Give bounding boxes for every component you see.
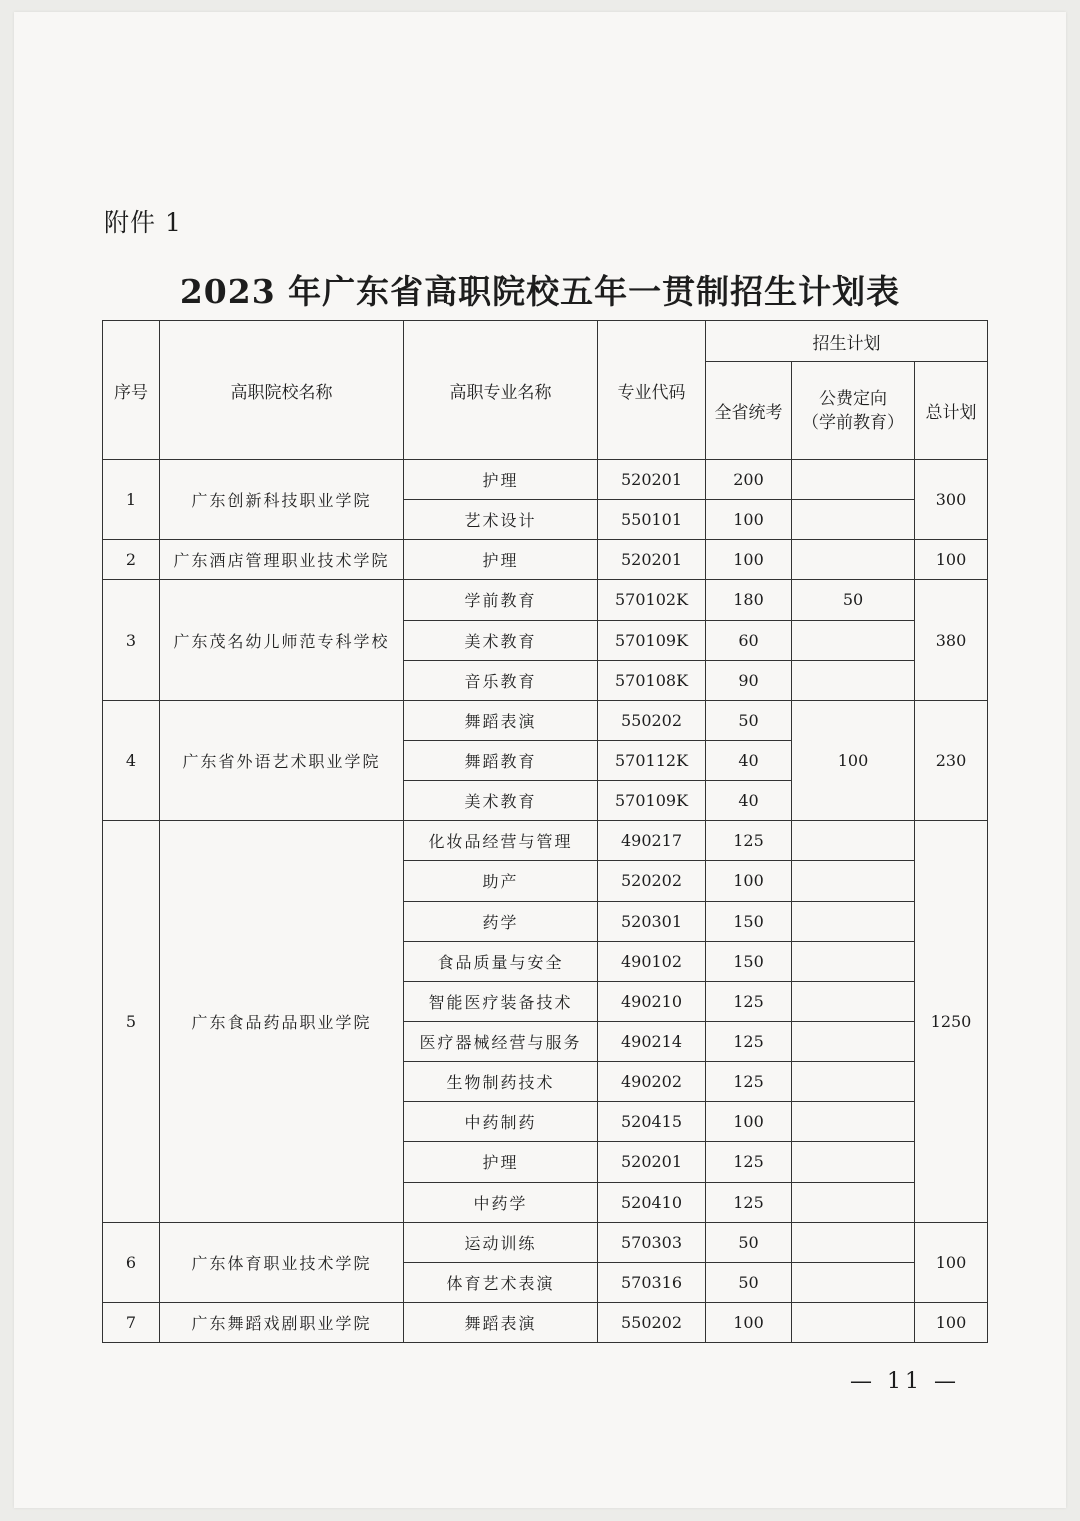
- total-quota: 100: [915, 540, 988, 580]
- attachment-label: 附件 1: [104, 208, 182, 237]
- total-quota: 230: [915, 700, 988, 820]
- major-name: 中药学: [404, 1182, 598, 1222]
- exam-quota: 100: [706, 1102, 792, 1142]
- major-code: 490102: [598, 941, 706, 981]
- table-row: [103, 540, 988, 580]
- major-code: 570102K: [598, 580, 706, 620]
- school-seq: 7: [103, 1302, 160, 1342]
- exam-quota: 100: [706, 1302, 792, 1342]
- public-quota: [792, 1302, 915, 1342]
- major-code: 570109K: [598, 781, 706, 821]
- total-quota: 100: [915, 1222, 988, 1302]
- major-code: 520415: [598, 1102, 706, 1142]
- header-public: [792, 362, 915, 460]
- header-plan-group: 招生计划: [706, 321, 988, 362]
- exam-quota: 125: [706, 1021, 792, 1061]
- total-quota: 380: [915, 580, 988, 700]
- major-name: 护理: [404, 1142, 598, 1182]
- public-quota: [792, 1222, 915, 1262]
- major-code: 570108K: [598, 660, 706, 700]
- major-code: 520410: [598, 1182, 706, 1222]
- exam-quota: 100: [706, 500, 792, 540]
- table-row: [103, 1222, 988, 1262]
- major-name: 美术教育: [404, 781, 598, 821]
- header-school: 高职院校名称: [160, 321, 404, 460]
- exam-quota: 40: [706, 740, 792, 780]
- public-quota: [792, 460, 915, 500]
- header-public-line2: （学前教育）: [802, 412, 904, 433]
- major-name: 美术教育: [404, 620, 598, 660]
- major-code: 520301: [598, 901, 706, 941]
- exam-quota: 50: [706, 1262, 792, 1302]
- public-quota: [792, 981, 915, 1021]
- major-name: 药学: [404, 901, 598, 941]
- public-quota: [792, 1182, 915, 1222]
- table-header: [103, 321, 988, 460]
- exam-quota: 180: [706, 580, 792, 620]
- public-quota: [792, 821, 915, 861]
- major-code: 570109K: [598, 620, 706, 660]
- exam-quota: 50: [706, 1222, 792, 1262]
- major-code: 490202: [598, 1062, 706, 1102]
- school-name: 广东茂名幼儿师范专科学校: [160, 580, 404, 700]
- public-quota: [792, 941, 915, 981]
- major-name: 护理: [404, 540, 598, 580]
- total-quota: 300: [915, 460, 988, 540]
- exam-quota: 125: [706, 1062, 792, 1102]
- header-seq: 序号: [103, 321, 160, 460]
- table-row: [103, 700, 988, 740]
- table-row: [103, 460, 988, 500]
- exam-quota: 100: [706, 540, 792, 580]
- school-seq: 1: [103, 460, 160, 540]
- table-row: [103, 1302, 988, 1342]
- major-name: 化妆品经营与管理: [404, 821, 598, 861]
- header-major: 高职专业名称: [404, 321, 598, 460]
- major-name: 舞蹈教育: [404, 740, 598, 780]
- exam-quota: 125: [706, 1182, 792, 1222]
- public-quota: [792, 620, 915, 660]
- table-row: [103, 580, 988, 620]
- header-exam: 全省统考: [706, 362, 792, 460]
- public-quota: [792, 901, 915, 941]
- enrollment-plan-table: [102, 320, 988, 1343]
- major-name: 智能医疗装备技术: [404, 981, 598, 1021]
- major-name: 音乐教育: [404, 660, 598, 700]
- major-code: 520201: [598, 1142, 706, 1182]
- exam-quota: 100: [706, 861, 792, 901]
- public-quota: [792, 1142, 915, 1182]
- total-quota: 100: [915, 1302, 988, 1342]
- header-total: 总计划: [915, 362, 988, 460]
- major-name: 生物制药技术: [404, 1062, 598, 1102]
- major-code: 490217: [598, 821, 706, 861]
- school-name: 广东酒店管理职业技术学院: [160, 540, 404, 580]
- public-quota: [792, 540, 915, 580]
- major-code: 520201: [598, 540, 706, 580]
- public-quota: [792, 861, 915, 901]
- major-name: 助产: [404, 861, 598, 901]
- header-public-line1: 公费定向: [819, 388, 887, 409]
- public-quota: [792, 1062, 915, 1102]
- exam-quota: 150: [706, 901, 792, 941]
- exam-quota: 60: [706, 620, 792, 660]
- major-code: 520201: [598, 460, 706, 500]
- school-name: 广东省外语艺术职业学院: [160, 700, 404, 820]
- document-title: 2023 年广东省高职院校五年一贯制招生计划表: [179, 272, 901, 311]
- major-name: 艺术设计: [404, 500, 598, 540]
- major-name: 食品质量与安全: [404, 941, 598, 981]
- exam-quota: 125: [706, 981, 792, 1021]
- school-seq: 2: [103, 540, 160, 580]
- school-seq: 5: [103, 821, 160, 1222]
- school-seq: 3: [103, 580, 160, 700]
- header-code: 专业代码: [598, 321, 706, 460]
- exam-quota: 125: [706, 821, 792, 861]
- exam-quota: 150: [706, 941, 792, 981]
- school-name: 广东食品药品职业学院: [160, 821, 404, 1222]
- major-name: 学前教育: [404, 580, 598, 620]
- school-name: 广东体育职业技术学院: [160, 1222, 404, 1302]
- major-code: 570303: [598, 1222, 706, 1262]
- table-body: [103, 460, 988, 1343]
- exam-quota: 90: [706, 660, 792, 700]
- exam-quota: 125: [706, 1142, 792, 1182]
- major-code: 570316: [598, 1262, 706, 1302]
- public-quota: 100: [792, 700, 915, 820]
- public-quota: [792, 660, 915, 700]
- major-code: 490210: [598, 981, 706, 1021]
- public-quota: [792, 1262, 915, 1302]
- table-row: [103, 821, 988, 861]
- school-name: 广东舞蹈戏剧职业学院: [160, 1302, 404, 1342]
- major-name: 医疗器械经营与服务: [404, 1021, 598, 1061]
- school-seq: 6: [103, 1222, 160, 1302]
- major-name: 护理: [404, 460, 598, 500]
- major-name: 舞蹈表演: [404, 1302, 598, 1342]
- major-code: 490214: [598, 1021, 706, 1061]
- major-code: 550202: [598, 1302, 706, 1342]
- major-code: 550101: [598, 500, 706, 540]
- page-number: — 11 —: [850, 1369, 960, 1394]
- major-name: 舞蹈表演: [404, 700, 598, 740]
- major-code: 550202: [598, 700, 706, 740]
- major-code: 570112K: [598, 740, 706, 780]
- public-quota: [792, 1021, 915, 1061]
- public-quota: [792, 500, 915, 540]
- school-name: 广东创新科技职业学院: [160, 460, 404, 540]
- major-name: 中药制药: [404, 1102, 598, 1142]
- total-quota: 1250: [915, 821, 988, 1222]
- major-name: 运动训练: [404, 1222, 598, 1262]
- school-seq: 4: [103, 700, 160, 820]
- major-code: 520202: [598, 861, 706, 901]
- public-quota: 50: [792, 580, 915, 620]
- public-quota: [792, 1102, 915, 1142]
- major-name: 体育艺术表演: [404, 1262, 598, 1302]
- exam-quota: 50: [706, 700, 792, 740]
- exam-quota: 40: [706, 781, 792, 821]
- exam-quota: 200: [706, 460, 792, 500]
